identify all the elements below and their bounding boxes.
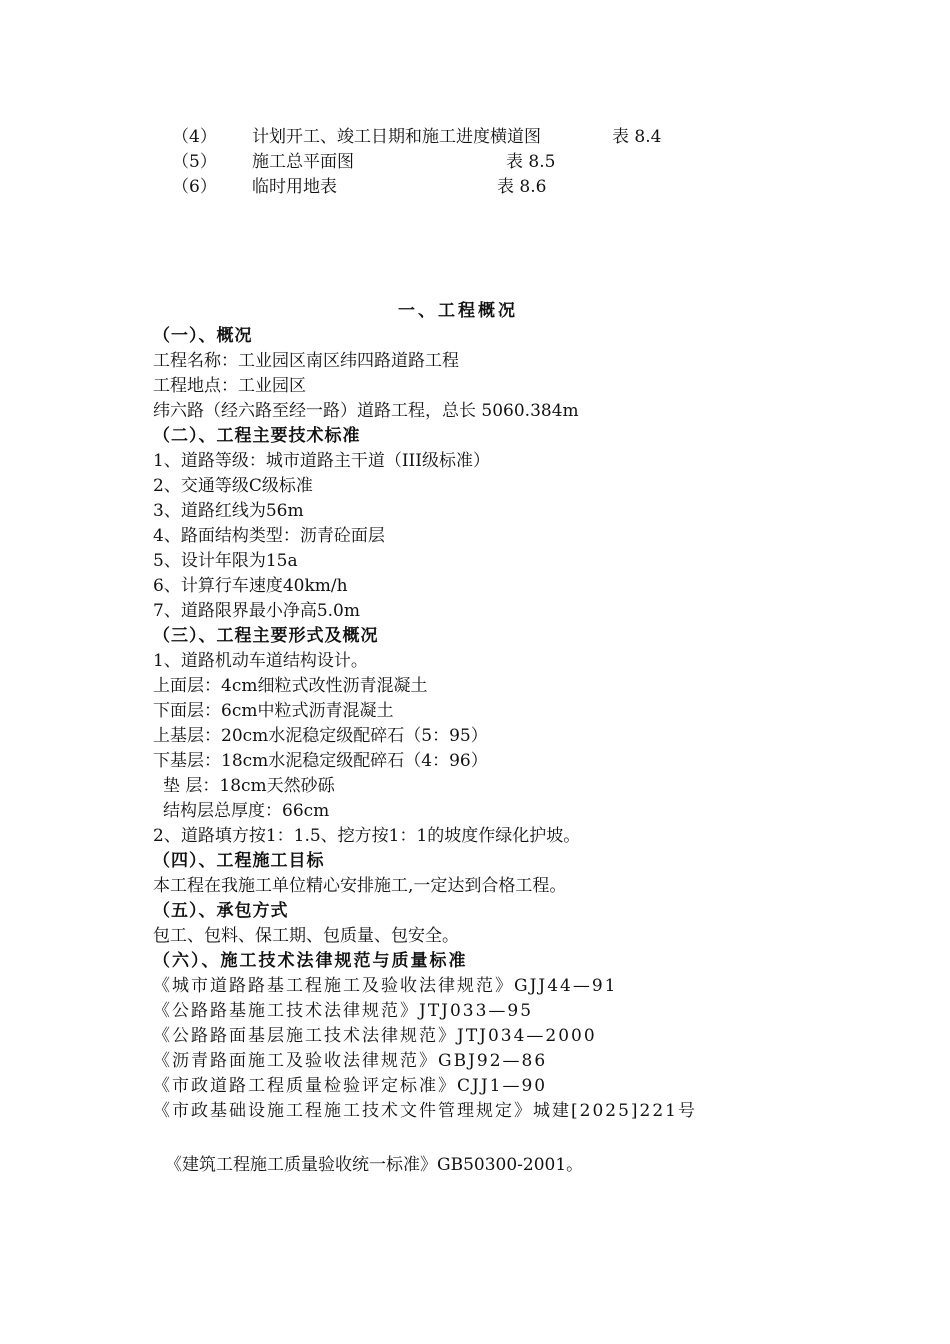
structure-item: 上面层：4cm细粒式改性沥青混凝土: [153, 676, 428, 696]
regulation-item: 《公路路面基层施工技术法律规范》JTJ034—2000: [153, 1026, 597, 1046]
toc-title: 施工总平面图: [252, 152, 354, 172]
structure-item: 下面层：6cm中粒式沥青混凝土: [153, 701, 394, 721]
toc-reference: 表 8.5: [506, 152, 556, 172]
goal-text: 本工程在我施工单位精心安排施工,一定达到合格工程。: [153, 876, 567, 896]
toc-item: [0, 126, 950, 148]
structure-item: 下基层：18cm水泥稳定级配碎石（4：96）: [153, 751, 488, 771]
section-heading: （二）、工程主要技术标准: [153, 426, 361, 446]
toc-number: （4）: [172, 127, 217, 147]
structure-item: 2、道路填方按1：1.5、挖方按1：1的坡度作绿化护坡。: [153, 826, 581, 846]
standard-item: 4、路面结构类型：沥青砼面层: [153, 526, 385, 546]
project-location: 工程地点：工业园区: [153, 376, 306, 396]
project-name: 工程名称：工业园区南区纬四路道路工程: [153, 351, 459, 371]
standard-item: 2、交通等级C级标准: [153, 476, 313, 496]
regulation-item: 《沥青路面施工及验收法律规范》GBJ92—86: [153, 1051, 548, 1071]
project-length: 纬六路（经六路至经一路）道路工程，总长 5060.384m: [153, 401, 579, 421]
regulation-item: 《公路路基施工技术法律规范》JTJ033—95: [153, 1001, 534, 1021]
standard-item: 6、计算行车速度40km/h: [153, 576, 348, 596]
toc-title: 计划开工、竣工日期和施工进度横道图: [252, 127, 541, 147]
regulation-item: 《城市道路路基工程施工及验收法律规范》GJJ44—91: [153, 976, 618, 996]
regulation-item: 《市政道路工程质量检验评定标准》CJJ1—90: [153, 1076, 548, 1096]
toc-title: 临时用地表: [252, 177, 337, 197]
section-heading: （三）、工程主要形式及概况: [153, 626, 379, 646]
section-heading: （一）、概况: [153, 326, 253, 346]
standard-item: 3、道路红线为56m: [153, 501, 304, 521]
section-heading: （四）、工程施工目标: [153, 851, 325, 871]
standard-item: 5、设计年限为15a: [153, 551, 298, 571]
standard-item: 1、道路等级：城市道路主干道（III级标准）: [153, 451, 490, 471]
structure-item: 上基层：20cm水泥稳定级配碎石（5：95）: [153, 726, 488, 746]
section-heading: （五）、承包方式: [153, 901, 289, 921]
toc-number: （5）: [172, 152, 217, 172]
toc-reference: 表 8.6: [497, 177, 547, 197]
toc-item: [0, 176, 950, 198]
contract-text: 包工、包料、保工期、包质量、包安全。: [153, 926, 459, 946]
toc-number: （6）: [172, 177, 217, 197]
structure-item: 1、道路机动车道结构设计。: [153, 651, 368, 671]
structure-item: 垫 层：18cm天然砂砾: [163, 776, 335, 796]
section-title: 一、工程概况: [398, 301, 518, 321]
structure-item: 结构层总厚度：66cm: [163, 801, 330, 821]
section-heading: （六）、施工技术法律规范与质量标准: [153, 951, 468, 971]
toc-item: [0, 151, 950, 173]
standard-item: 7、道路限界最小净高5.0m: [153, 601, 360, 621]
toc-reference: 表 8.4: [612, 127, 662, 147]
regulation-item: 《市政基础设施工程施工技术文件管理规定》城建[2025]221号: [153, 1101, 697, 1121]
regulation-item-last: 《建筑工程施工质量验收统一标准》GB50300-2001。: [165, 1155, 584, 1175]
